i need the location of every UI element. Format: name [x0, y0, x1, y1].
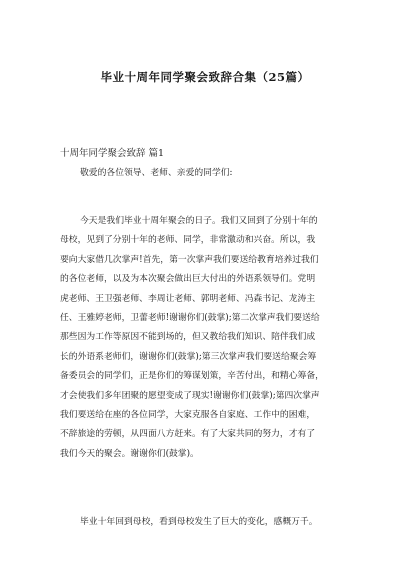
body-line: 才会使我们多年团聚的愿望变成了现实!谢谢你们(鼓掌);第四次掌声	[60, 390, 320, 401]
salutation-paragraph: 敬爱的各位领导、老师、亲爱的同学们:	[80, 168, 233, 178]
speech-body-paragraph	[60, 212, 360, 464]
body-line: 我们今天的聚会。谢谢你们(鼓掌)。	[60, 448, 199, 459]
body-line: 长的外语系老师们，谢谢你们(鼓掌);第三次掌声我们要送给聚会筹	[60, 351, 317, 362]
body-line: 的各位老师，以及为本次聚会做出巨大付出的外语系领导们。党明	[60, 274, 316, 285]
body-line: 母校，见到了分别十年的老师、同学，非常激动和兴奋。所以，我	[60, 235, 316, 246]
body-line: 今天是我们毕业十周年聚会的日子。我们又回到了分别十年的	[80, 216, 318, 226]
body-line: 备委员会的同学们，正是你们的筹谋划策，辛苦付出，和精心筹备，	[60, 371, 324, 382]
section-heading: 十周年同学聚会致辞 篇1	[60, 148, 165, 159]
body-line: 任、王雅婷老师，卫蕾老师!谢谢你们(鼓掌);第二次掌声我们要送给	[60, 312, 320, 323]
body-line: 我们要送给在座的各位同学，大家克服各自家庭、工作中的困难，	[60, 409, 316, 420]
body-line: 要向大家借几次掌声!首先，第一次掌声我们要送给教育培养过我们	[60, 254, 319, 265]
body-line: 那些因为工作等原因不能到场的，但又教给我们知识、陪伴我们成	[60, 332, 316, 343]
closing-paragraph: 毕业十年回到母校，看到母校发生了巨大的变化，感概万千。	[80, 517, 318, 527]
body-line: 不辞旅途的劳顿，从四面八方赶来。有了大家共同的努力，才有了	[60, 429, 316, 440]
body-line: 虎老师、王卫强老师、李周让老师、郭明老师、冯森书记、龙涛主	[60, 293, 316, 304]
document-title: 毕业十周年同学聚会致辞合集（25篇）	[100, 70, 310, 84]
